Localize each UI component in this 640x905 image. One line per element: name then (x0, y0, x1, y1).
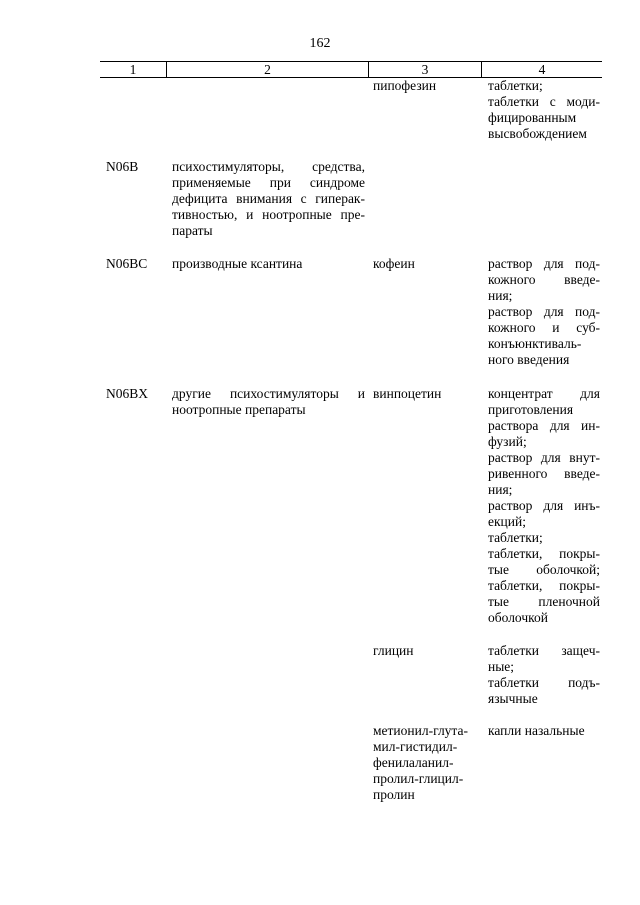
dosage-form-line: раствор для под- (488, 256, 600, 271)
dosage-form-line: ного введения (488, 352, 570, 367)
dosage-form-line: капли назальные (488, 723, 585, 738)
dosage-form-line: конъюнктиваль- (488, 336, 582, 351)
drug-name-line: глицин (373, 643, 414, 658)
drug-name-line: кофеин (373, 256, 415, 271)
drug-name-line: пипофезин (373, 78, 437, 93)
dosage-form-line: таблетки с моди- (488, 94, 600, 109)
dosage-form-line: ния; (488, 288, 513, 303)
atc-code: N06B (106, 159, 139, 174)
drug-name-line: фенилаланил- (373, 755, 454, 770)
group-name (172, 159, 365, 239)
group-name-line: ноотропные препараты (172, 402, 306, 417)
dosage-form-line: тые оболочкой; (488, 562, 600, 577)
drug-name (373, 723, 479, 803)
dosage-form-line: раствора для ин- (488, 418, 600, 433)
dosage-form-line: концентрат для (488, 386, 600, 401)
header-col-2: 2 (264, 62, 271, 77)
page-number: 162 (309, 36, 331, 51)
dosage-form-line: екций; (488, 514, 526, 529)
dosage-form-line: раствор для внут- (488, 450, 600, 465)
dosage-form-line: тые пленочной (488, 594, 600, 609)
dosage-form-line: таблетки, покры- (488, 578, 600, 593)
group-name-line: параты (172, 223, 213, 238)
drug-name (373, 256, 479, 272)
table-header (100, 61, 602, 78)
drug-name (373, 643, 479, 659)
dosage-form-line: ния; (488, 482, 513, 497)
drug-name-line: пролин (373, 787, 415, 802)
drug-name-line: метионил-глута- (373, 723, 468, 738)
dosage-form (488, 643, 600, 707)
drug-name (373, 78, 479, 94)
dosage-form-line: раствор для под- (488, 304, 600, 319)
group-name-line: дефицита внимания с гиперак- (172, 191, 365, 206)
dosage-form-line: кожного введе- (488, 272, 600, 287)
dosage-form-line: приготовления (488, 402, 574, 417)
dosage-form (488, 386, 600, 626)
group-name-line: применяемые при синдроме (172, 175, 365, 190)
dosage-form-line: кожного и суб- (488, 320, 600, 335)
dosage-form-line: язычные (488, 691, 538, 706)
group-name (172, 256, 365, 272)
atc-code: N06BX (106, 386, 149, 401)
dosage-form (488, 78, 600, 142)
drug-name-line: винпоцетин (373, 386, 442, 401)
group-name-line: другие психостимуляторы и (172, 386, 365, 401)
dosage-form-line: фицированным (488, 110, 577, 125)
dosage-form-line: фузий; (488, 434, 527, 449)
dosage-form-line: ные; (488, 659, 515, 674)
group-name-line: производные ксантина (172, 256, 303, 271)
dosage-form-line: таблетки; (488, 530, 543, 545)
header-col-4: 4 (538, 62, 546, 77)
dosage-form-line: оболочкой (488, 610, 548, 625)
drug-table (100, 61, 602, 802)
drug-name-line: мил-гистидил- (373, 739, 458, 754)
atc-code: N06BC (106, 256, 148, 271)
dosage-form-line: таблетки; (488, 78, 543, 93)
group-name (172, 386, 365, 418)
drug-name (373, 386, 479, 402)
group-name-line: психостимуляторы, средства, (172, 159, 365, 174)
dosage-form-line: ривенного введе- (488, 466, 600, 481)
group-name-line: тивностью, и ноотропные пре- (172, 207, 365, 222)
dosage-form-line: таблетки подъ- (488, 675, 600, 690)
dosage-form (488, 723, 600, 739)
header-col-1: 1 (129, 62, 137, 77)
drug-name-line: пролил-глицил- (373, 771, 464, 786)
dosage-form-line: раствор для инъ- (488, 498, 600, 513)
header-col-3: 3 (421, 62, 429, 77)
dosage-form-line: высвобождением (488, 126, 587, 141)
dosage-form (488, 256, 600, 368)
dosage-form-line: таблетки защеч- (488, 643, 600, 658)
dosage-form-line: таблетки, покры- (488, 546, 600, 561)
